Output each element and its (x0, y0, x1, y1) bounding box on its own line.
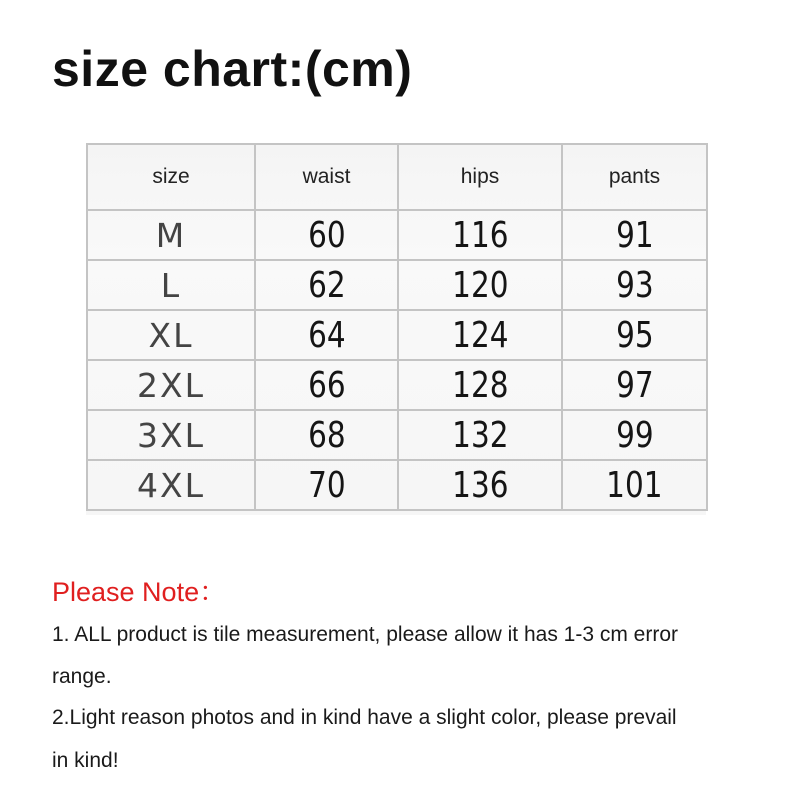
hips-cell: 132 (398, 410, 562, 460)
table-row (87, 460, 707, 510)
note-heading: Please Note： (52, 577, 227, 607)
size-chart-table-container (86, 143, 706, 515)
size-chart-table (86, 143, 708, 511)
hips-cell: 128 (398, 360, 562, 410)
note-line-2: range. (52, 665, 112, 688)
table-row (87, 260, 707, 310)
hips-cell: 136 (398, 460, 562, 510)
hips-cell: 116 (398, 210, 562, 260)
note-line-3: 2.Light reason photos and in kind have a slight color, please prevail (52, 706, 677, 729)
header-waist: waist (255, 144, 398, 210)
waist-cell: 70 (255, 460, 398, 510)
size-cell: 3XL (87, 410, 255, 460)
page-title: size chart:(cm) (52, 41, 413, 97)
table-header-row (87, 144, 707, 210)
note-line-4: in kind! (52, 749, 119, 772)
waist-cell: 62 (255, 260, 398, 310)
pants-cell: 93 (562, 260, 707, 310)
size-cell: L (87, 260, 255, 310)
waist-cell: 66 (255, 360, 398, 410)
size-cell: M (87, 210, 255, 260)
waist-cell: 68 (255, 410, 398, 460)
table-row (87, 210, 707, 260)
pants-cell: 99 (562, 410, 707, 460)
hips-cell: 124 (398, 310, 562, 360)
header-hips: hips (398, 144, 562, 210)
size-cell: 4XL (87, 460, 255, 510)
pants-cell: 101 (562, 460, 707, 510)
pants-cell: 91 (562, 210, 707, 260)
pants-cell: 95 (562, 310, 707, 360)
size-cell: XL (87, 310, 255, 360)
header-pants: pants (562, 144, 707, 210)
table-row (87, 410, 707, 460)
waist-cell: 64 (255, 310, 398, 360)
waist-cell: 60 (255, 210, 398, 260)
note-line-1: 1. ALL product is tile measurement, please allow it has 1-3 cm error (52, 623, 679, 646)
hips-cell: 120 (398, 260, 562, 310)
table-row (87, 360, 707, 410)
table-row (87, 310, 707, 360)
pants-cell: 97 (562, 360, 707, 410)
size-cell: 2XL (87, 360, 255, 410)
header-size: size (87, 144, 255, 210)
